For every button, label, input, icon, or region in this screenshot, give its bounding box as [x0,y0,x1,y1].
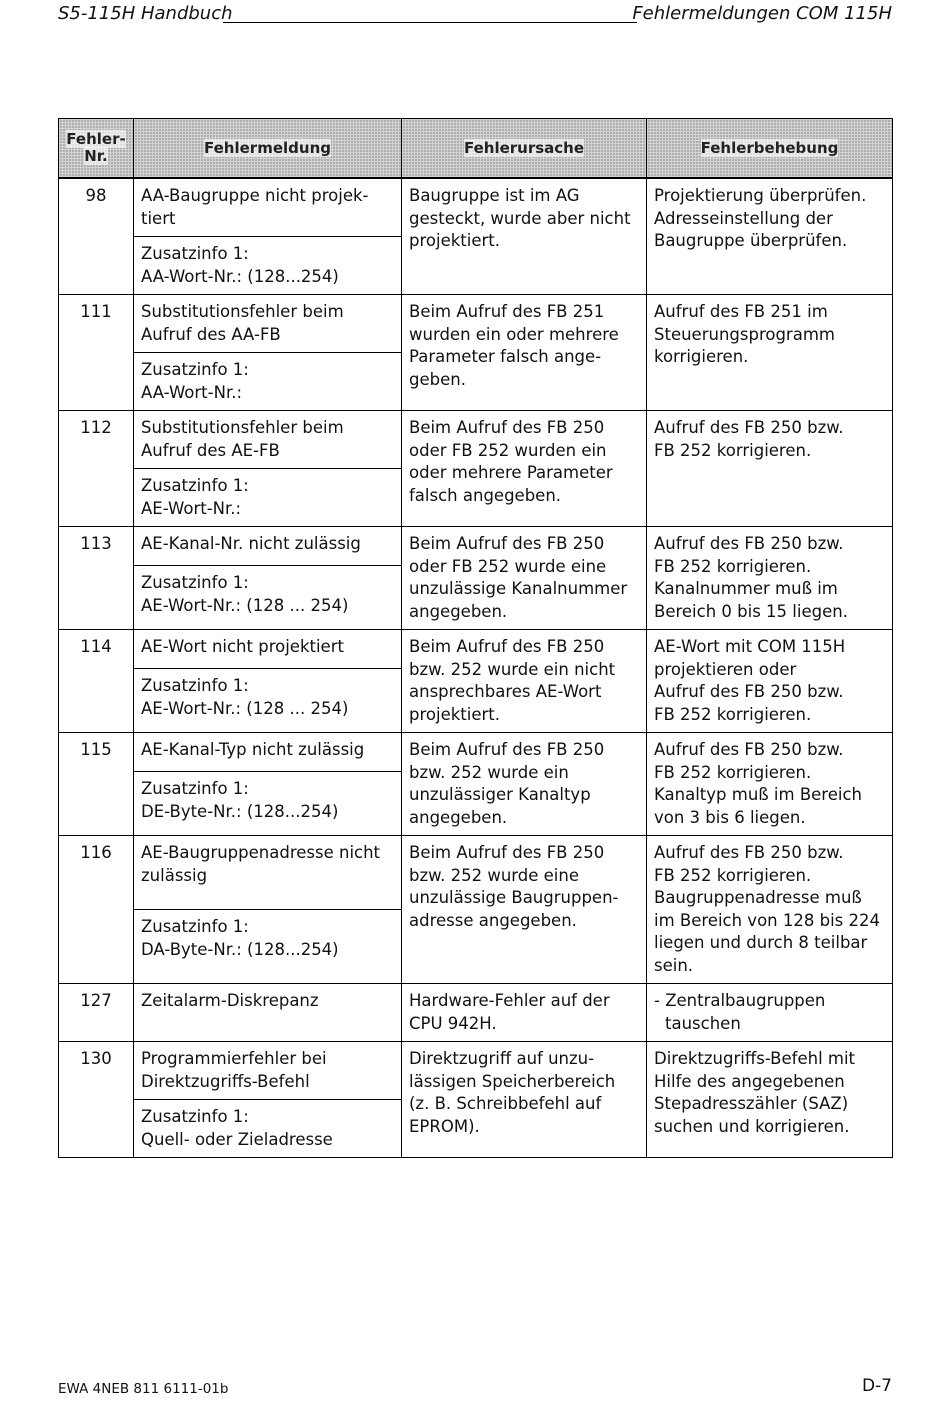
running-header-right: Fehlermeldungen COM 115H [632,3,892,24]
column-header-fehlerbehebung [647,119,893,179]
table-row [59,1042,893,1100]
error-message-cell: AE-Kanal-Nr. nicht zulässig [134,527,402,566]
error-cause-cell: Beim Aufruf des FB 250 bzw. 252 wurde ein unzulässiger Kanaltyp angegeben. [402,733,647,836]
error-message-cell: AE-Baugruppenadresse nicht zulässig [134,836,402,910]
error-remedy-cell: Aufruf des FB 250 bzw. FB 252 korrigieren. Kanaltyp muß im Bereich von 3 bis 6 liegen. [647,733,893,836]
error-message-table [58,118,893,1158]
error-number-cell: 115 [59,733,134,836]
error-cause-cell: Beim Aufruf des FB 250 bzw. 252 wurde ein nicht ansprechbares AE-Wort projektiert. [402,630,647,733]
error-message-cell: AA-Baugruppe nicht projek- tiert [134,178,402,237]
column-header-label: Fehlerursache [463,138,585,157]
table-row [59,295,893,353]
error-message-cell: Programmierfehler bei Direktzugriffs-Befehl [134,1042,402,1100]
error-remedy-cell: Aufruf des FB 251 im Steuerungsprogramm korrigieren. [647,295,893,411]
remedy-list-item: - Zentralbaugruppen tauschen [654,991,826,1033]
column-header-fehlermeldung [134,119,402,179]
additional-info-cell: Zusatzinfo 1: AE-Wort-Nr.: [134,469,402,527]
column-header-fehlerursache [402,119,647,179]
error-number-cell: 111 [59,295,134,411]
error-number-cell: 98 [59,178,134,295]
error-number-cell: 127 [59,984,134,1042]
column-header-nr [59,119,134,179]
additional-info-cell: Zusatzinfo 1: AA-Wort-Nr.: (128...254) [134,237,402,295]
error-number-cell: 116 [59,836,134,984]
error-remedy-cell [647,984,893,1042]
additional-info-cell: Zusatzinfo 1: AA-Wort-Nr.: [134,353,402,411]
error-remedy-cell: Projektierung überprüfen. Adresseinstellung der Baugruppe überprüfen. [647,178,893,295]
additional-info-cell: Zusatzinfo 1: DE-Byte-Nr.: (128...254) [134,772,402,836]
error-remedy-cell: Aufruf des FB 250 bzw. FB 252 korrigieren. Baugruppenadresse muß im Bereich von 128 bis 224 liegen und durch 8 teilbar sein. [647,836,893,984]
error-number-cell: 112 [59,411,134,527]
error-cause-cell: Baugruppe ist im AG gesteckt, wurde aber nicht projektiert. [402,178,647,295]
error-message-cell: Substitutionsfehler beim Aufruf des AA-FB [134,295,402,353]
error-number-cell: 114 [59,630,134,733]
error-cause-cell: Beim Aufruf des FB 251 wurden ein oder mehrere Parameter falsch ange- geben. [402,295,647,411]
table-row [59,733,893,772]
table-row [59,411,893,469]
column-header-label: Fehlerbehebung [700,138,839,157]
table-row [59,836,893,910]
additional-info-cell: Zusatzinfo 1: AE-Wort-Nr.: (128 ... 254) [134,669,402,733]
table-row [59,527,893,566]
column-header-label: Fehler- Nr. [66,130,126,165]
error-message-cell: AE-Kanal-Typ nicht zulässig [134,733,402,772]
error-number-cell: 113 [59,527,134,630]
document-number: EWA 4NEB 811 6111-01b [58,1381,229,1397]
error-remedy-cell: Direktzugriffs-Befehl mit Hilfe des angegebenen Stepadresszähler (SAZ) suchen und korrigieren. [647,1042,893,1158]
header-rule [223,22,637,23]
error-remedy-cell: Aufruf des FB 250 bzw. FB 252 korrigieren. [647,411,893,527]
error-remedy-cell: AE-Wort mit COM 115H projektieren oder Aufruf des FB 250 bzw. FB 252 korrigieren. [647,630,893,733]
error-cause-cell: Beim Aufruf des FB 250 oder FB 252 wurden ein oder mehrere Parameter falsch angegeben. [402,411,647,527]
error-message-cell: Zeitalarm-Diskrepanz [134,984,402,1042]
page-number: D-7 [861,1376,892,1396]
error-message-cell: AE-Wort nicht projektiert [134,630,402,669]
error-remedy-cell: Aufruf des FB 250 bzw. FB 252 korrigieren. Kanalnummer muß im Bereich 0 bis 15 liegen. [647,527,893,630]
error-cause-cell: Hardware-Fehler auf der CPU 942H. [402,984,647,1042]
error-cause-cell: Beim Aufruf des FB 250 oder FB 252 wurde eine unzulässige Kanalnummer angegeben. [402,527,647,630]
table-header-row [59,119,893,179]
additional-info-cell: Zusatzinfo 1: DA-Byte-Nr.: (128...254) [134,910,402,984]
error-cause-cell: Direktzugriff auf unzu- lässigen Speicherbereich (z. B. Schreibbefehl auf EPROM). [402,1042,647,1158]
additional-info-cell: Zusatzinfo 1: Quell- oder Zieladresse [134,1100,402,1158]
running-header-left: S5-115H Handbuch [58,3,233,24]
error-number-cell: 130 [59,1042,134,1158]
table-row [59,630,893,669]
error-cause-cell: Beim Aufruf des FB 250 bzw. 252 wurde eine unzulässige Baugruppen- adresse angegeben. [402,836,647,984]
table-row [59,984,893,1042]
column-header-label: Fehlermeldung [204,138,331,157]
table-body [59,178,893,1158]
error-message-cell: Substitutionsfehler beim Aufruf des AE-FB [134,411,402,469]
additional-info-cell: Zusatzinfo 1: AE-Wort-Nr.: (128 ... 254) [134,566,402,630]
table-row [59,178,893,237]
